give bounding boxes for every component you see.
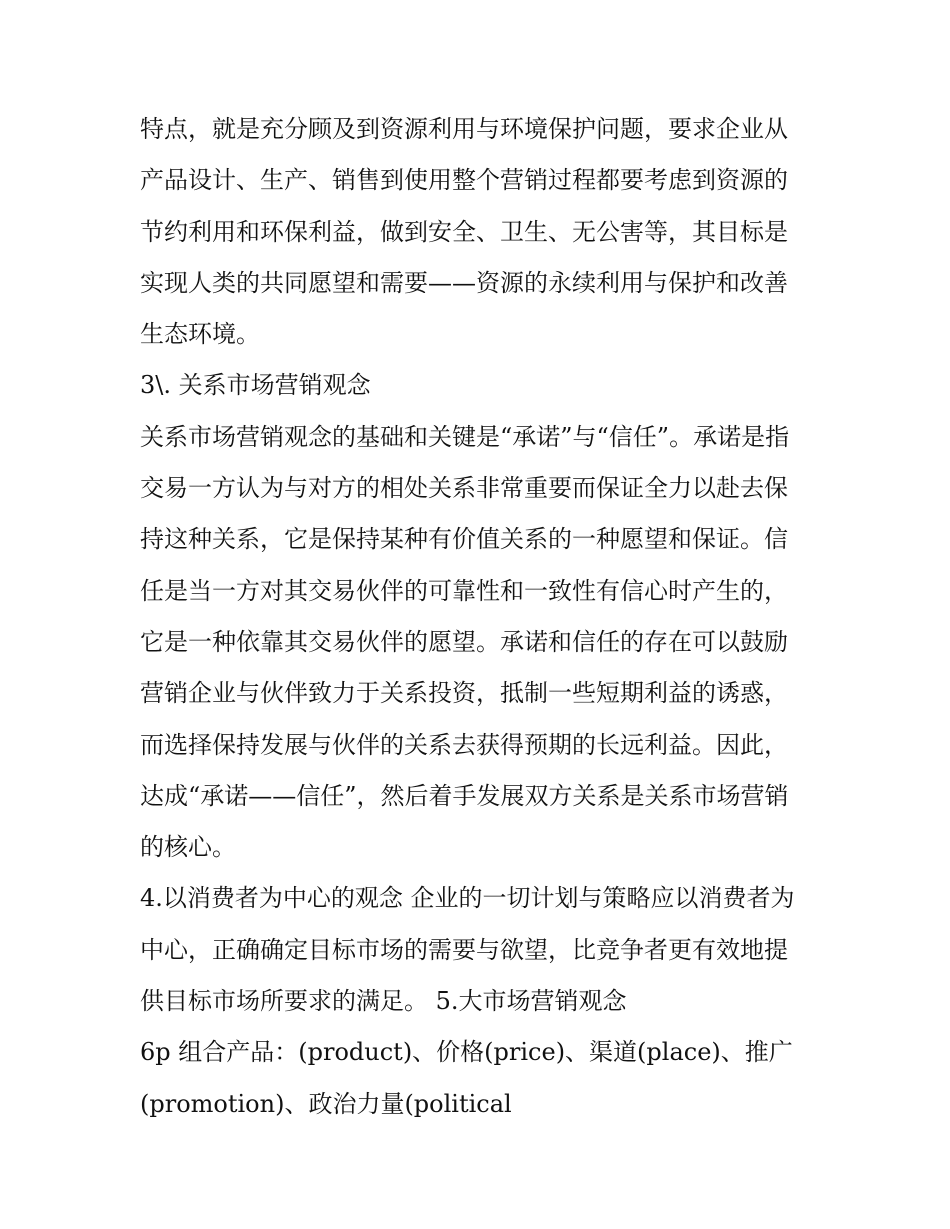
text-line: 生态环境。 xyxy=(140,320,260,349)
text-line: 的核心。 xyxy=(140,833,236,862)
section-heading: 3\. 关系市场营销观念 xyxy=(140,371,371,400)
text-line: 供目标市场所要求的满足。 5.大市场营销观念 xyxy=(140,987,627,1016)
paragraph-consumer-centered xyxy=(140,873,820,1027)
text-line: 中心，正确确定目标市场的需要与欲望，比竞争者更有效地提 xyxy=(140,935,788,964)
text-line: 关系市场营销观念的基础和关键是“承诺”与“信任”。承诺是指 xyxy=(140,422,790,451)
text-line: 它是一种依靠其交易伙伴的愿望。承诺和信任的存在可以鼓励 xyxy=(140,627,788,656)
section-heading-relationship-marketing xyxy=(140,360,820,411)
text-line: 实现人类的共同愿望和需要——资源的永续利用与保护和改善 xyxy=(140,268,788,297)
text-line: 产品设计、生产、销售到使用整个营销过程都要考虑到资源的 xyxy=(140,166,788,195)
text-line: 达成“承诺——信任”，然后着手发展双方关系是关系市场营销 xyxy=(140,781,789,810)
text-line: 节约利用和环保利益，做到安全、卫生、无公害等，其目标是 xyxy=(140,217,788,246)
text-line: 特点，就是充分顾及到资源利用与环境保护问题，要求企业从 xyxy=(140,115,788,143)
text-line: 持这种关系，它是保持某种有价值关系的一种愿望和保证。信 xyxy=(140,525,788,554)
paragraph-green-marketing xyxy=(140,104,820,360)
paragraph-relationship-marketing xyxy=(140,412,820,874)
text-line: 任是当一方对其交易伙伴的可靠性和一致性有信心时产生的， xyxy=(140,576,788,605)
text-line: 4.以消费者为中心的观念 企业的一切计划与策略应以消费者为 xyxy=(140,884,795,913)
body-text xyxy=(140,104,820,1130)
text-line: 营销企业与伙伴致力于关系投资，抵制一些短期利益的诱惑， xyxy=(140,679,788,708)
text-line: 6p 组合产品：(product)、价格(price)、渠道(place)、推广 xyxy=(140,1038,793,1067)
paragraph-6p-mix xyxy=(140,1027,820,1130)
text-line: (promotion)、政治力量(political xyxy=(140,1089,512,1118)
text-line: 而选择保持发展与伙伴的关系去获得预期的长远利益。因此， xyxy=(140,730,788,759)
text-line: 交易一方认为与对方的相处关系非常重要而保证全力以赴去保 xyxy=(140,474,788,503)
